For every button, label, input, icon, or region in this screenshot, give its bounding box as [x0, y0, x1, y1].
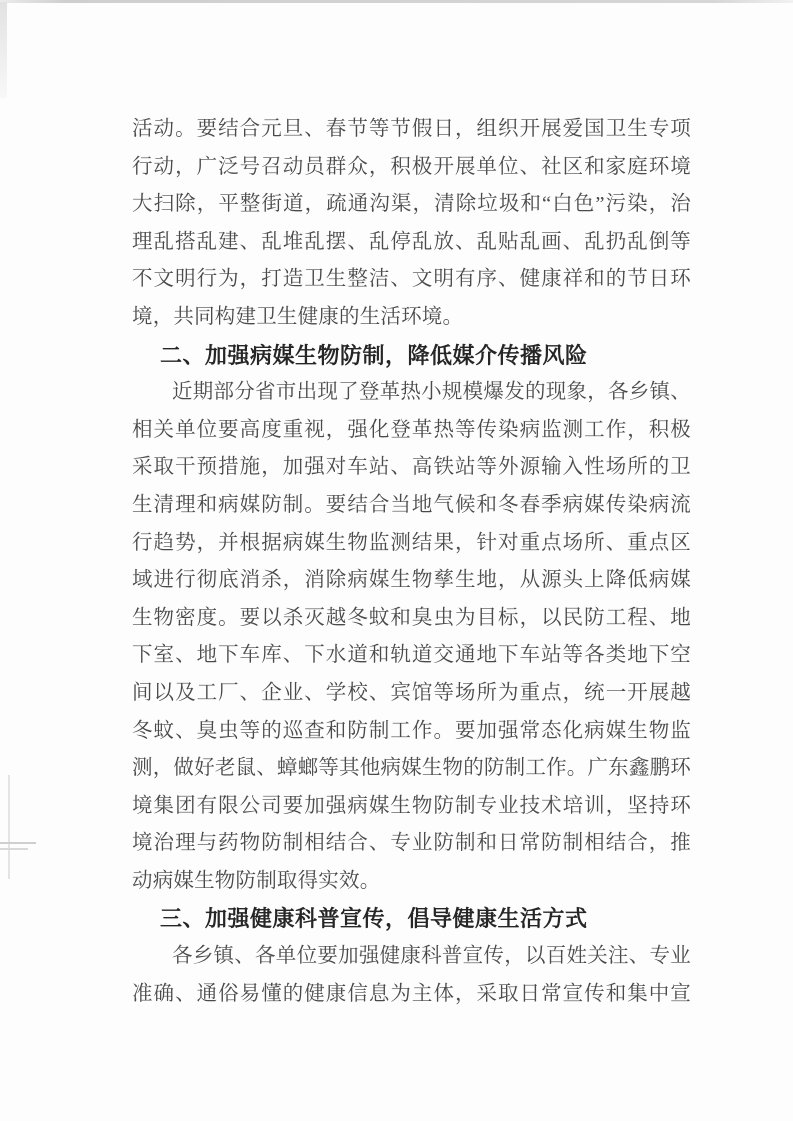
paragraph-line: 采取干预措施，加强对车站、高铁站等外源输入性场所的卫 — [132, 456, 691, 479]
paragraph-line: 理乱搭乱建、乱堆乱摆、乱停乱放、乱贴乱画、乱扔乱倒等 — [132, 230, 691, 253]
paragraph-line: 大扫除，平整街道，疏通沟渠，清除垃圾和“白色”污染，治 — [132, 193, 691, 216]
paragraph-line: 各乡镇、各单位要加强健康科普宣传，以百姓关注、专业 — [172, 945, 691, 968]
scan-mark-horizontal — [0, 842, 36, 844]
scan-edge-top — [0, 0, 793, 3]
paragraph-line: 境，共同构建卫生健康的生活环境。 — [132, 305, 464, 328]
paragraph-line: 生清理和病媒防制。要结合当地气候和冬春季病媒传染病流 — [132, 493, 691, 516]
paragraph-line: 生物密度。要以杀灭越冬蚊和臭虫为目标，以民防工程、地 — [132, 606, 691, 629]
paragraph-line: 域进行彻底消杀，消除病媒生物孳生地，从源头上降低病媒 — [132, 569, 691, 592]
paragraph-line: 境治理与药物防制相结合、专业防制和日常防制相结合，推 — [132, 832, 691, 855]
section-heading: 二、加强病媒生物防制，降低媒介传播风险 — [160, 342, 588, 368]
section-heading: 三、加强健康科普宣传，倡导健康生活方式 — [160, 906, 588, 932]
paragraph-line: 冬蚊、臭虫等的巡查和防制工作。要加强常态化病媒生物监 — [132, 719, 691, 742]
paragraph-line: 行动，广泛号召动员群众，积极开展单位、社区和家庭环境 — [132, 155, 691, 178]
paragraph-line: 测，做好老鼠、蟑螂等其他病媒生物的防制工作。广东鑫鹏环 — [132, 757, 691, 780]
paragraph-line: 间以及工厂、企业、学校、宾馆等场所为重点，统一开展越 — [132, 681, 691, 704]
scan-edge-left — [0, 2, 7, 98]
paragraph-line: 下室、地下车库、下水道和轨道交通地下车站等各类地下空 — [132, 644, 691, 667]
scan-mark-vertical — [8, 775, 10, 879]
paragraph-line: 准确、通俗易懂的健康信息为主体，采取日常宣传和集中宣 — [132, 982, 691, 1005]
paragraph-line: 境集团有限公司要加强病媒生物防制专业技术培训，坚持环 — [132, 794, 691, 817]
paragraph-line: 近期部分省市出现了登革热小规模爆发的现象，各乡镇、 — [172, 381, 691, 404]
scan-mark-horizontal — [0, 848, 28, 850]
paragraph-line: 动病媒生物防制取得实效。 — [132, 869, 381, 892]
paragraph-line: 不文明行为，打造卫生整洁、文明有序、健康祥和的节日环 — [132, 268, 691, 291]
paragraph-line: 活动。要结合元旦、春节等节假日，组织开展爱国卫生专项 — [132, 118, 691, 140]
paragraph-line: 行趋势，并根据病媒生物监测结果，针对重点场所、重点区 — [132, 531, 691, 554]
paragraph-line: 相关单位要高度重视，强化登革热等传染病监测工作，积极 — [132, 418, 691, 441]
document-body — [132, 111, 691, 1013]
